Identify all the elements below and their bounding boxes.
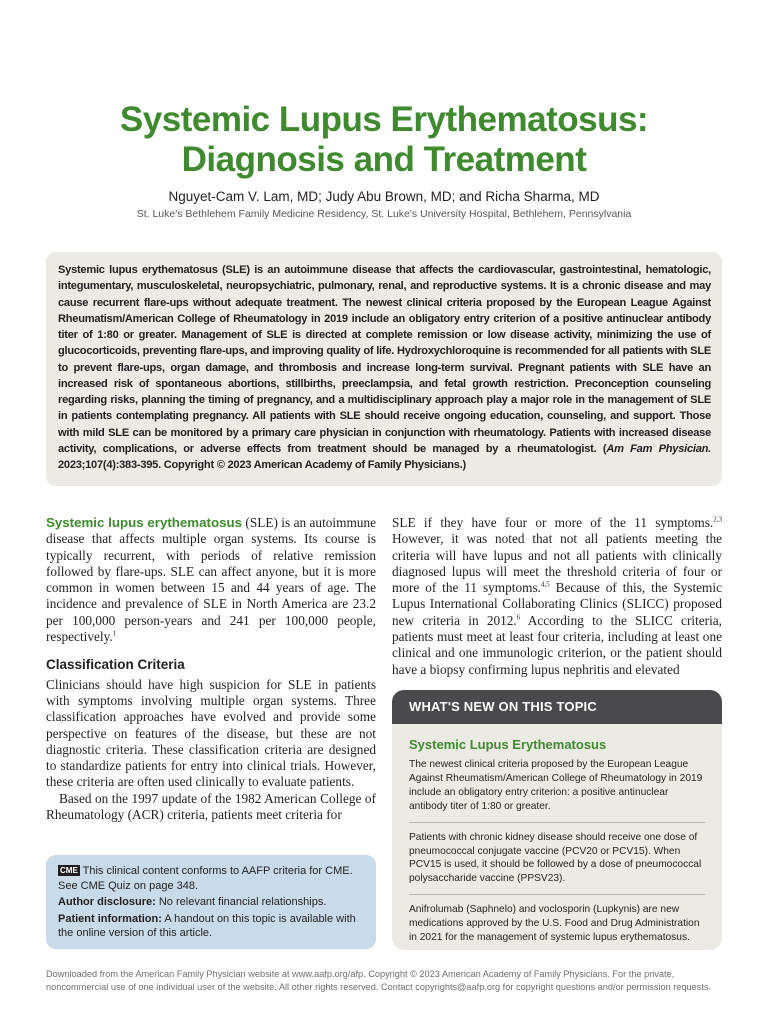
reference-marker: 6 <box>516 613 521 622</box>
intro-paragraph: Systemic lupus erythematosus (SLE) is an autoimmune disease that affects multiple organ systems. Its course is typically recurrent, with periods of relative remission followed by flare-ups. SLE can affect anyone, but it is more common in women between 15 and 44 years of age. The incidence and prevalence of SLE in North America are 23.2 per 100,000 person-years and 241 per 100,000 people, respectively.$^1$ <box>46 515 376 645</box>
paragraph-classification: Clinicians should have high suspicion for SLE in patients with symptoms involving multiple organ systems. Three classification approaches have evolved and provide some perspective on features of the disease, but these are not diagnostic criteria. These classification criteria are designed to standardize patients for entry into clinical trials. However, these criteria are often used clinically to evaluate patients. <box>46 676 376 790</box>
cme-statement: CME This clinical content conforms to AAFP criteria for CME. See CME Quiz on page 348. <box>58 865 353 892</box>
affiliation: St. Luke's Bethlehem Family Medicine Residency, St. Luke's University Hospital, Bethlehem, Pennsylvania <box>136 208 632 220</box>
divider <box>409 822 705 823</box>
whats-new-item: The newest clinical criteria proposed by the European League Against Rheumatism/American College of Rheumatology in 2019 include an obligatory entry criterion: a positive antinuclear antibody titer of 1:80 or greater. <box>409 759 703 812</box>
whats-new-header: WHAT'S NEW ON THIS TOPIC <box>392 690 722 724</box>
right-column <box>392 515 722 678</box>
journal-name: Am Fam Physician. <box>606 442 711 455</box>
title-line-1: Systemic Lupus Erythematosus: <box>119 100 649 139</box>
paragraph-slicc: SLE if they have four or more of the 11 symptoms.$^{2,3}$ However, it was noted that not all patients meeting the criteria will have lupus and not all patients with clinically diagnosed lupus will meet the threshold criteria of four or more of the 11 symptoms.$^{4,5}$ Because of this, the Systemic Lupus International Collaborating Clinics (SLICC) proposed new criteria in 2012.$^6$ According to the SLICC criteria, patients must meet at least four criteria, including at least one clinical and one immunologic criterion, or the patient should have a biopsy confirming lupus nephritis and elevated <box>392 515 723 677</box>
reference-marker: 1 <box>112 629 117 638</box>
whats-new-item: Patients with chronic kidney disease should receive one dose of pneumococcal conjugate vaccine (PCV20 or PCV15). When PCV15 is used, it should be followed by a dose of pneumococcal polysaccharide vaccine (PPSV23). <box>409 831 702 885</box>
abstract-citation: 2023;107(4):383-395. Copyright © 2023 American Academy of Family Physicians.) <box>58 459 466 471</box>
whats-new-subheading: Systemic Lupus Erythematosus <box>409 737 607 752</box>
cme-info-box <box>46 855 376 949</box>
author-list: Nguyet-Cam V. Lam, MD; Judy Abu Brown, MD; and Richa Sharma, MD <box>168 189 600 204</box>
cme-badge: CME <box>60 866 78 875</box>
patient-information: Patient information: A handout on this topic is available with the online version of this article. <box>58 912 356 939</box>
whats-new-item: Anifrolumab (Saphnelo) and voclosporin (Lupkynis) are new medications approved by the U.S. Food and Drug Administration in 2021 for the management of systemic lupus erythematosus. <box>409 904 700 944</box>
paragraph-acr: Based on the 1997 update of the 1982 American College of Rheumatology (ACR) criteria, patients meet criteria for <box>46 790 376 823</box>
divider <box>409 894 705 895</box>
abstract-box <box>46 252 722 486</box>
abstract-text <box>58 262 711 473</box>
author-disclosure: Author disclosure: No relevant financial relationships. <box>58 896 327 908</box>
title-line-2: Diagnosis and Treatment <box>181 140 587 179</box>
whats-new-box <box>392 690 722 950</box>
left-column <box>46 515 376 823</box>
copyright-footer: Downloaded from the American Family Physician website at www.aafp.org/afp. Copyright © 2023 American Academy of Family Physicians. For the private, noncommercial use of one individual user of the website. All other rights reserved. Contact copyrights@aafp.org for copyright questions and/or permission requests. <box>46 969 712 992</box>
abstract-body: Systemic lupus erythematosus (SLE) is an autoimmune disease that affects the cardiovascular, gastrointestinal, hematologic, integumentary, musculoskeletal, neuropsychiatric, pulmonary, renal, and reproductive systems. It is a chronic disease and may cause recurrent flare-ups without adequate treatment. The newest clinical criteria proposed by the European League Against Rheumatism/American College of Rheumatology in 2019 include an obligatory entry criterion of a positive antinuclear antibody titer of 1:80 or greater. Management of SLE is directed at complete remission or low disease activity, minimizing the use of glucocorticoids, preventing flare-ups, and improving quality of life. Hydroxychloroquine is recommended for all patients with SLE to prevent flare-ups, organ damage, and thrombosis and increase long-term survival. Pregnant patients with SLE have an increased risk of spontaneous abortions, stillbirths, preeclampsia, and fetal growth restriction. Preconception counseling regarding risks, planning the timing of pregnancy, and a multidisciplinary approach play a major role in the management of SLE in patients contemplating pregnancy. All patients with SLE should receive ongoing education, counseling, and support. Those with mild SLE can be monitored by a primary care physician in conjunction with rheumatology. Patients with increased disease activity, complications, or adverse effects from treatment should be managed by a rheumatologist. ( <box>58 264 711 455</box>
section-heading-classification: Classification Criteria <box>46 657 185 673</box>
lead-term: Systemic lupus erythematosus <box>46 515 242 530</box>
reference-marker: 2,3 <box>713 515 722 524</box>
reference-marker: 4,5 <box>540 580 550 589</box>
article-title <box>0 100 768 180</box>
